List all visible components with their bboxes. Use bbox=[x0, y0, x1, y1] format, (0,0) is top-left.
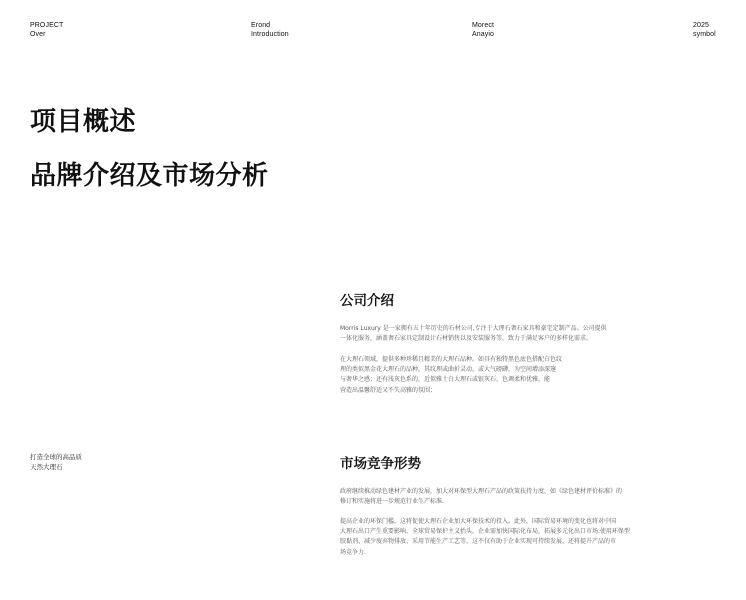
market-competition-heading: 市场竞争形势 bbox=[340, 456, 421, 472]
nav-label-line1: Erond bbox=[251, 22, 271, 29]
company-intro-heading: 公司介绍 bbox=[340, 293, 394, 309]
paragraph-line: 场竞争力. bbox=[340, 548, 366, 556]
paragraph-line: 修订和实施将进一步规范行业生产标准. bbox=[340, 498, 444, 506]
nav-erond-introduction[interactable] bbox=[251, 22, 289, 39]
page-subtitle: 品牌介绍及市场分析 bbox=[30, 161, 269, 191]
company-intro-paragraph-1 bbox=[340, 324, 607, 344]
paragraph-line: 营造出温馨舒适又不失高雅的氛围； bbox=[340, 386, 437, 394]
paragraph-line: Morris Luxury 是一家拥有五十年历史的石材公司,专注于大理石奢石家具和豪宅定制产品。公司提供 bbox=[340, 325, 607, 332]
tagline bbox=[30, 452, 82, 472]
nav-2025-symbol[interactable] bbox=[693, 22, 716, 39]
nav-project-over[interactable] bbox=[30, 22, 63, 39]
nav-label-line2: Over bbox=[30, 30, 46, 38]
paragraph-line: 提高企业的环保门槛，这将促使大理石企业加大环保技术的投入。此外，国际贸易环境的变化也将对中国 bbox=[340, 518, 617, 525]
company-intro-paragraph-2 bbox=[340, 355, 562, 396]
page-title: 项目概述 bbox=[30, 107, 137, 137]
tagline-line1: 打造全球的高品质 bbox=[30, 453, 82, 461]
tagline-line2: 天然大理石 bbox=[30, 463, 63, 471]
paragraph-line: 在大理石领域，提供多种珍稀且精美的大理石品种。如具有独特黑色底色搭配白色纹 bbox=[340, 356, 563, 363]
paragraph-line: 胶黏剂、减少废弃物排放、采用节能生产工艺等，这不仅有助于企业实现可持续发展，还将提升产品的市 bbox=[340, 538, 617, 546]
paragraph-line: 一体化服务，涵盖奢石家具定制设计石材销售以及安装服务等，致力于满足客户的多样化需求。 bbox=[340, 335, 593, 343]
paragraph-line: 大理石出口产生重要影响，全球贸易保护主义抬头，企业需加快国际化布局，拓展多元化出口市场.使用环保型 bbox=[340, 528, 630, 536]
market-paragraph-2 bbox=[340, 517, 630, 558]
paragraph-line: 与奢华之感；还有浅灰色系的，近似雅士白大理石或银灰石，色调柔和优雅，能 bbox=[340, 376, 551, 384]
paragraph-line: 政府继续推动绿色建材产业的发展，加大对环保型大理石产品的政策扶持力度，如《绿色建材评价标准》的 bbox=[340, 488, 623, 495]
paragraph-line: 理的类似黑金花大理石的品种，其纹理或曲折灵动，或大气磅礴，为空间增添深邃 bbox=[340, 366, 557, 374]
nav-morect-anayio[interactable] bbox=[472, 22, 494, 39]
nav-label-line1: 2025 bbox=[693, 22, 709, 29]
nav-label-line2: Introduction bbox=[251, 30, 289, 38]
nav-label-line2: symbol bbox=[693, 30, 716, 38]
nav-label-line1: PROJECT bbox=[30, 22, 64, 29]
market-paragraph-1 bbox=[340, 487, 622, 507]
nav-label-line2: Anayio bbox=[472, 30, 495, 38]
nav-label-line1: Morect bbox=[472, 22, 494, 29]
